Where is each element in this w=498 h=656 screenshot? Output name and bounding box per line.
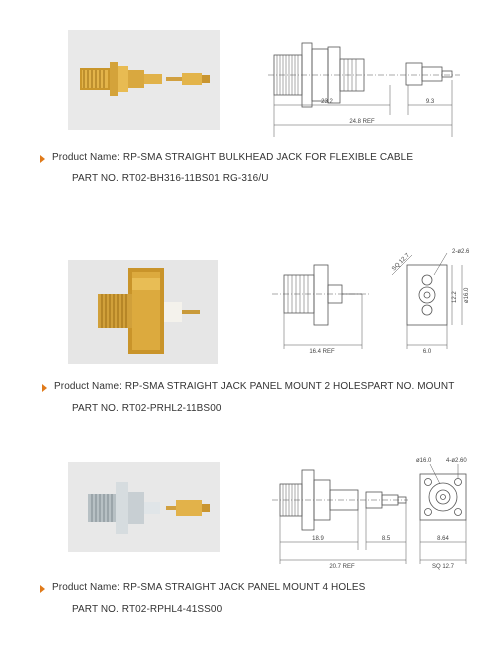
product-3-dim-5: 4-ø2.60 xyxy=(446,458,467,464)
product-1-photo xyxy=(68,30,220,130)
product-1-name: Product Name: RP-SMA STRAIGHT BULKHEAD JACK FOR FLEXIBLE CABLE xyxy=(52,152,414,163)
product-1-bullet-icon xyxy=(40,155,45,163)
product-3-drawing xyxy=(262,452,476,570)
product-2-drawing xyxy=(262,245,472,357)
product-2-bullet-icon xyxy=(42,384,47,392)
product-2-part-no: PART NO. RT02-PRHL2-11BS00 xyxy=(72,403,222,414)
product-1-dim-2: 9.3 xyxy=(425,99,435,105)
product-3-dim-6: 8.64 xyxy=(437,536,449,542)
product-3-dim-1: 18.9 xyxy=(312,536,324,542)
product-2-name: Product Name: RP-SMA STRAIGHT JACK PANEL MOUNT 2 HOLESPART NO. MOUNT xyxy=(54,381,455,392)
product-3-dim-4: ø16.0 xyxy=(416,458,432,464)
product-2-dim-6: ø16.0 xyxy=(464,287,470,303)
product-3-dim-2: 8.5 xyxy=(381,536,391,542)
product-3-name: Product Name: RP-SMA STRAIGHT JACK PANEL MOUNT 4 HOLES xyxy=(52,582,366,593)
product-3-bullet-icon xyxy=(40,585,45,593)
product-3-dim-3: 20.7 REF xyxy=(329,564,355,570)
product-2-dim-4: SQ 12.7 xyxy=(391,252,411,273)
product-1-part-no: PART NO. RT02-BH316-11BS01 RG-316/U xyxy=(72,173,269,184)
product-2-dim-5: 12.2 xyxy=(452,291,458,303)
product-2-dim-3: 2-ø2.6 xyxy=(452,249,470,255)
product-1-dim-3: 24.8 REF xyxy=(349,119,375,125)
product-2-dim-1: 16.4 REF xyxy=(309,349,335,355)
product-3-part-no: PART NO. RT02-RPHL4-41SS00 xyxy=(72,604,223,615)
product-3-dim-7: SQ 12.7 xyxy=(431,564,455,570)
product-2-photo xyxy=(68,260,218,364)
product-2-dim-2: 6.0 xyxy=(422,349,432,355)
product-3-photo xyxy=(68,462,220,552)
product-1-dim-1: 23.2 xyxy=(321,99,333,105)
product-1-drawing xyxy=(262,25,470,137)
